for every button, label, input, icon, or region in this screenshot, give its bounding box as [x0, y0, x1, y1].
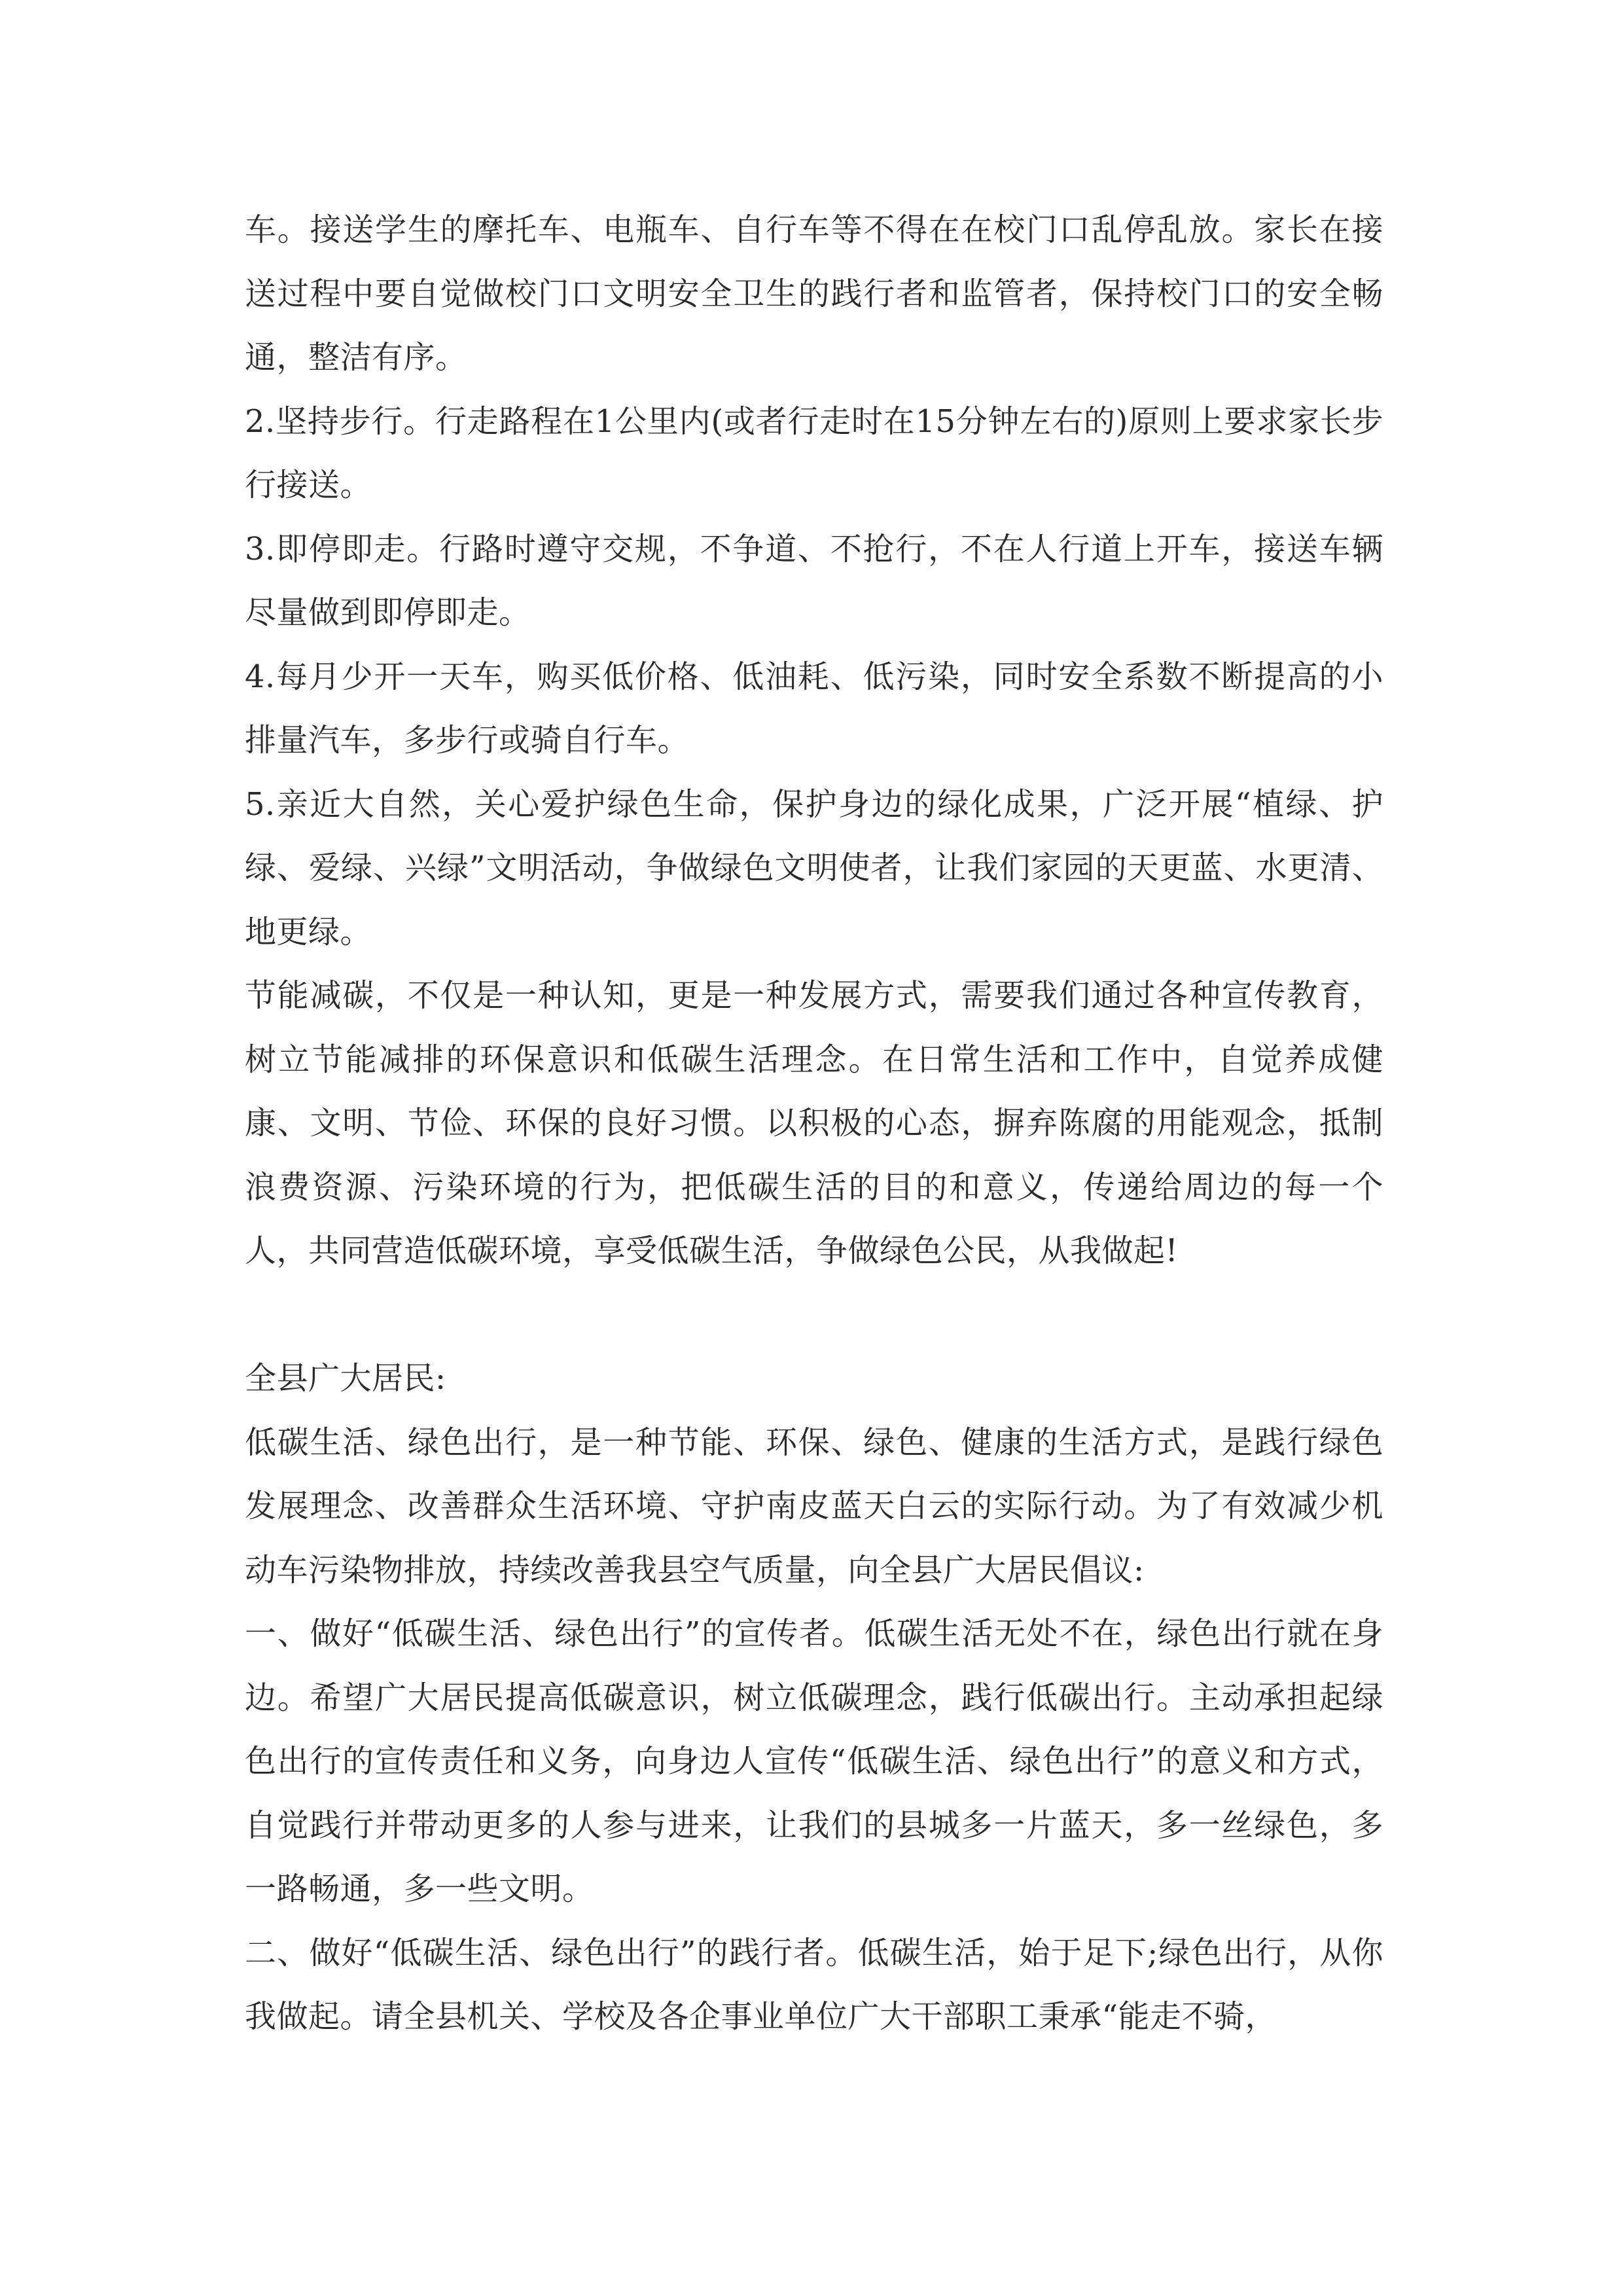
paragraph-intro: 低碳生活、绿色出行，是一种节能、环保、绿色、健康的生活方式，是践行绿色发展理念、改善群众生活环境、守护南皮蓝天白云的实际行动。为了有效减少机动车污染物排放，持续改善我县空气质量，向全县广大居民倡议: [245, 1424, 1383, 1588]
paragraph-item-4-drive-less: 4.每月少开一天车，购买低价格、低油耗、低污染，同时安全系数不断提高的小排量汽车，多步行或骑自行车。 [245, 658, 1383, 759]
paragraph-point-2-practitioner: 二、做好“低碳生活、绿色出行”的践行者。低碳生活，始于足下;绿色出行，从你我做起。请全县机关、学校及各企事业单位广大干部职工秉承“能走不骑， [245, 1934, 1383, 2035]
paragraph-school-gate: 车。接送学生的摩托车、电瓶车、自行车等不得在在校门口乱停乱放。家长在接送过程中要自觉做校门口文明安全卫生的践行者和监管者，保持校门口的安全畅通，整洁有序。 [245, 211, 1383, 376]
section-spacer [245, 1283, 1383, 1348]
document-body [245, 198, 1383, 2049]
paragraph-item-5-nature: 5.亲近大自然，关心爱护绿色生命，保护身边的绿化成果，广泛开展“植绿、护绿、爱绿、兴绿”文明活动，争做绿色文明使者，让我们家园的天更蓝、水更清、地更绿。 [245, 785, 1383, 950]
paragraph-conclusion: 节能减碳，不仅是一种认知，更是一种发展方式，需要我们通过各种宣传教育，树立节能减排的环保意识和低碳生活理念。在日常生活和工作中，自觉养成健康、文明、节俭、环保的良好习惯。以积极的心态，摒弃陈腐的用能观念，抵制浪费资源、污染环境的行为，把低碳生活的目的和意义，传递给周边的每一个人，共同营造低碳环境，享受低碳生活，争做绿色公民，从我做起! [245, 977, 1383, 1269]
salutation: 全县广大居民: [245, 1360, 446, 1397]
paragraph-point-1-promoter: 一、做好“低碳生活、绿色出行”的宣传者。低碳生活无处不在，绿色出行就在身边。希望广大居民提高低碳意识，树立低碳理念，践行低碳出行。主动承担起绿色出行的宣传责任和义务，向身边人宣传“低碳生活、绿色出行”的意义和方式，自觉践行并带动更多的人参与进来，让我们的县城多一片蓝天，多一丝绿色，多一路畅通，多一些文明。 [245, 1615, 1383, 1907]
paragraph-item-3-stop-and-go: 3.即停即走。行路时遵守交规，不争道、不抢行，不在人行道上开车，接送车辆尽量做到即停即走。 [245, 530, 1383, 631]
paragraph-item-2-walking: 2.坚持步行。行走路程在1公里内(或者行走时在15分钟左右的)原则上要求家长步行接送。 [245, 403, 1383, 503]
